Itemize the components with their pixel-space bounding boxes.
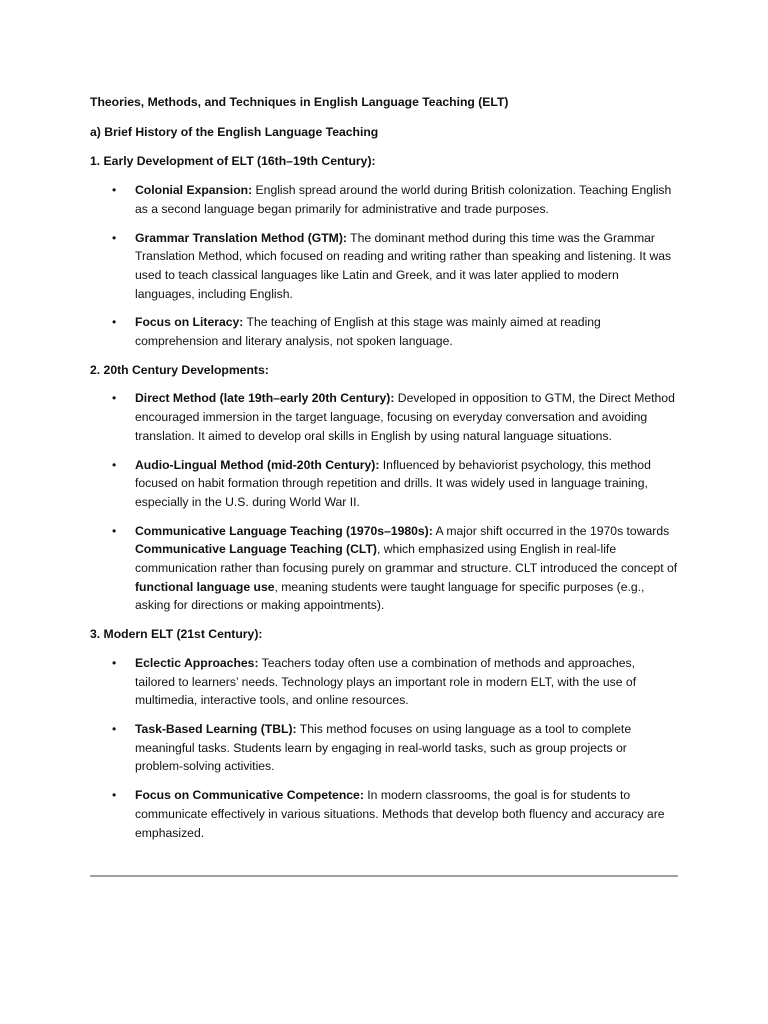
item-term: Colonial Expansion: bbox=[135, 183, 253, 198]
item-text: In modern classrooms, the goal is for students to communicate effectively in various situations. Methods that develop both fluency and accuracy are emphasized. bbox=[135, 788, 665, 840]
item-text: Teachers today often use a combination of methods and approaches, tailored to learners’ needs. Technology plays an important role in modern ELT, with the use of multimedia, interactive tools, and online resources. bbox=[135, 655, 637, 708]
list-item bbox=[90, 181, 678, 218]
list-item bbox=[90, 456, 678, 512]
section-heading: 1. Early Development of ELT (16th–19th Century): bbox=[90, 154, 376, 169]
list-item bbox=[90, 229, 678, 304]
bullet-icon: • bbox=[112, 391, 117, 406]
item-term: Communicative Language Teaching (1970s–1980s): bbox=[135, 523, 433, 538]
item-term: Focus on Communicative Competence: bbox=[135, 788, 364, 803]
bullet-list bbox=[90, 389, 678, 615]
item-term: Audio-Lingual Method (mid-20th Century): bbox=[135, 457, 380, 472]
document-subtitle: a) Brief History of the English Language Teaching bbox=[90, 124, 379, 139]
document-page bbox=[90, 93, 678, 852]
item-text: The teaching of English at this stage was mainly aimed at reading comprehension and literary analysis, not spoken language. bbox=[135, 315, 601, 349]
item-text: A major shift occurred in the 1970s towards bbox=[432, 523, 670, 538]
item-text: , meaning students were taught language for specific purposes (e.g., asking for directions or making appointments). bbox=[135, 579, 645, 613]
item-text: English spread around the world during British colonization. Teaching English as a second language began primarily for administrative and trade purposes. bbox=[135, 183, 672, 216]
bullet-icon: • bbox=[112, 788, 117, 803]
emphasis-text: Communicative Language Teaching (CLT) bbox=[135, 542, 377, 557]
item-text: , which emphasized using English in real-life communication rather than focusing purely on grammar and structure. CLT introduced the concept of bbox=[135, 542, 678, 576]
item-term: Eclectic Approaches: bbox=[135, 655, 259, 670]
list-item bbox=[90, 786, 678, 842]
item-text: This method focuses on using language as a tool to complete meaningful tasks. Students learn by engaging in real-world tasks, such as group projects or problem-solving activities. bbox=[135, 721, 632, 774]
item-term: Focus on Literacy: bbox=[135, 315, 244, 330]
bullet-icon: • bbox=[112, 721, 117, 736]
list-item bbox=[90, 389, 678, 445]
bullet-list bbox=[90, 654, 678, 842]
bullet-icon: • bbox=[112, 523, 117, 538]
item-text: Influenced by behaviorist psychology, this method focused on habit formation through repetition and drills. It was widely used in language training, especially in the U.S. during World War II. bbox=[135, 457, 651, 509]
list-item bbox=[90, 313, 678, 350]
item-text: The dominant method during this time was the Grammar Translation Method, which focused on reading and writing rather than speaking and listening. It was used to teach classical languages like Latin and Greek, and it was later applied to modern languages, including English. bbox=[135, 230, 672, 301]
item-term: Grammar Translation Method (GTM): bbox=[135, 230, 347, 245]
section-heading: 2. 20th Century Developments: bbox=[90, 362, 269, 377]
list-item bbox=[90, 654, 678, 710]
bullet-icon: • bbox=[112, 183, 117, 198]
bullet-icon: • bbox=[112, 655, 117, 670]
bullet-list bbox=[90, 181, 678, 351]
item-term: Direct Method (late 19th–early 20th Century): bbox=[135, 391, 395, 406]
emphasis-text: functional language use bbox=[135, 579, 275, 594]
bullet-icon: • bbox=[112, 457, 117, 472]
horizontal-rule bbox=[90, 875, 678, 877]
bullet-icon: • bbox=[112, 230, 117, 245]
list-item bbox=[90, 720, 678, 776]
list-item bbox=[90, 522, 678, 616]
section-heading: 3. Modern ELT (21st Century): bbox=[90, 627, 263, 642]
bullet-icon: • bbox=[112, 315, 117, 330]
document-title: Theories, Methods, and Techniques in English Language Teaching (ELT) bbox=[90, 95, 509, 109]
item-text: Developed in opposition to GTM, the Direct Method encouraged immersion in the target language, focusing on everyday conversation and avoiding translation. It aimed to develop oral skills in English by using natural language situations. bbox=[135, 391, 675, 443]
item-term: Task-Based Learning (TBL): bbox=[135, 721, 297, 736]
